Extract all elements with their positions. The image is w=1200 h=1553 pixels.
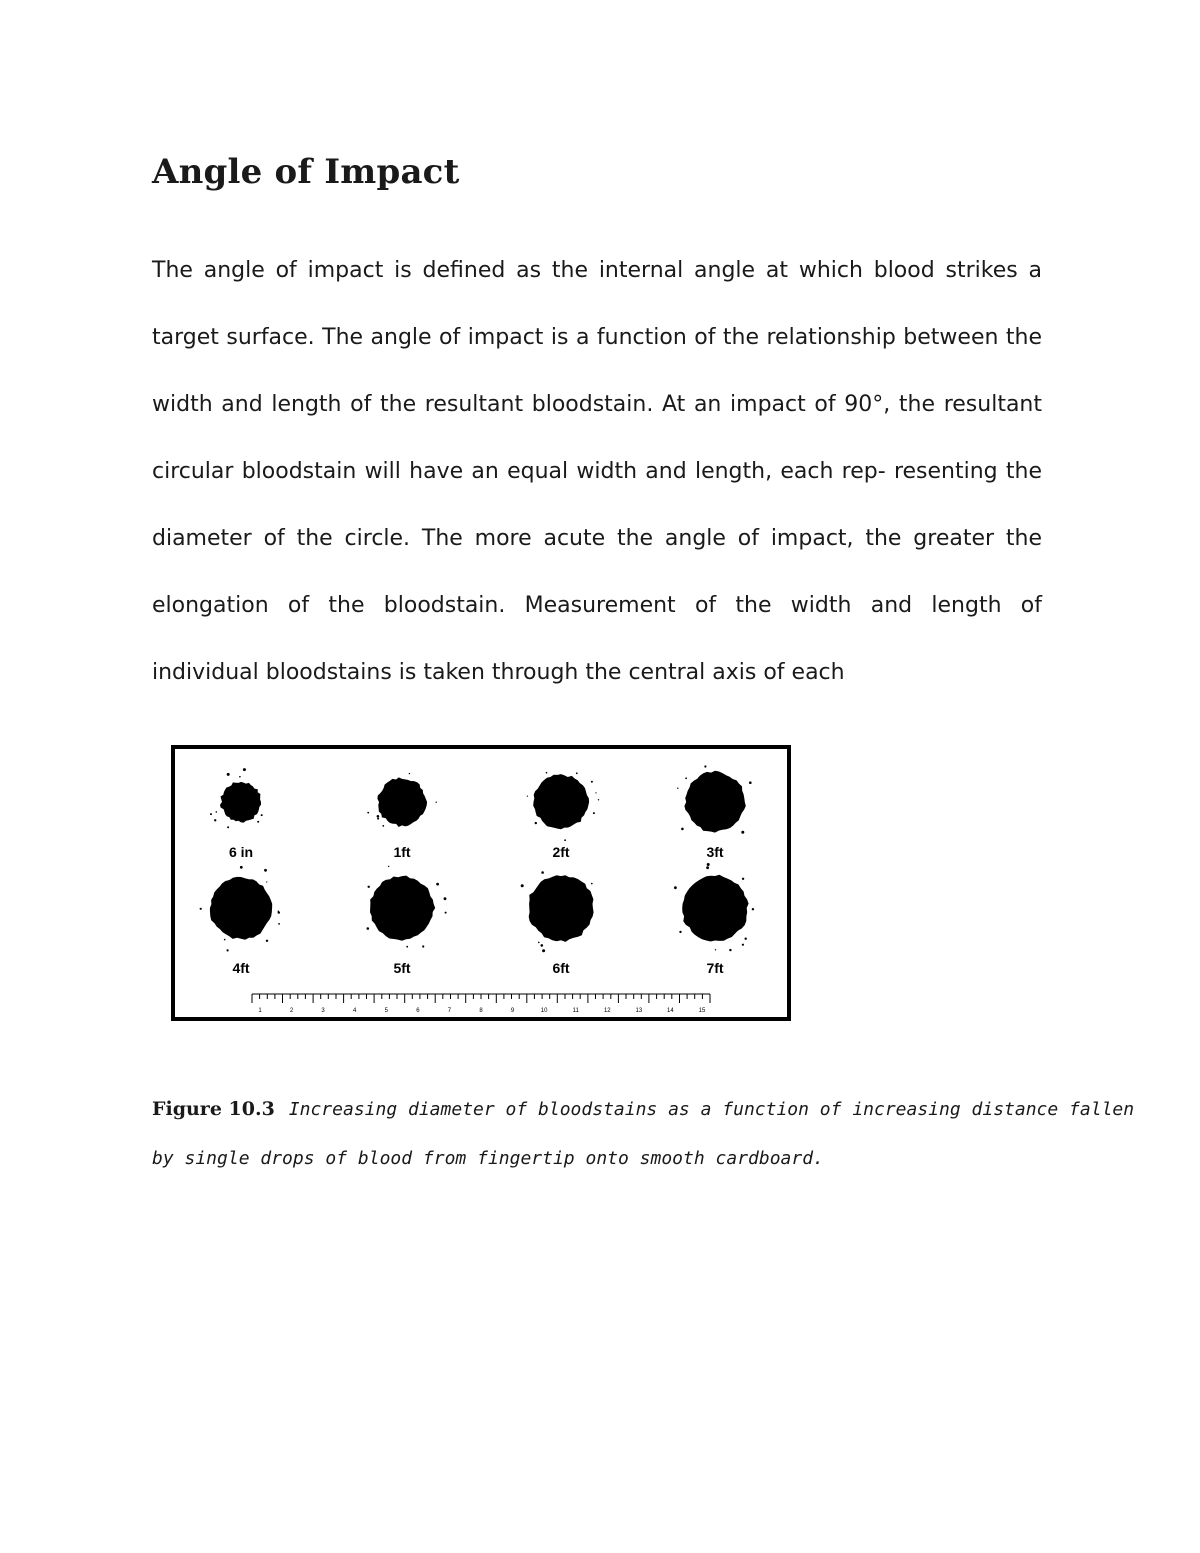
spatter-dot [227,826,229,828]
figure-caption [152,1094,1135,1194]
spatter-dot [377,815,380,818]
spatter-dot [542,949,545,952]
body-paragraph [152,250,1042,719]
caption-line-2: by single drops of blood from fingertip onto smooth cardboard. [152,1148,824,1169]
spatter-dot [227,773,230,776]
ruler-number: 5 [384,1008,388,1014]
spatter-dot [367,927,370,930]
spatter-dot [278,923,280,925]
figure-label: Figure 10.3 [152,1098,275,1120]
spatter-dot [243,768,246,771]
stain-distance-label: 2ft [552,844,570,860]
ruler-number: 14 [667,1008,674,1014]
spatter-dot [382,825,384,827]
spatter-dot [752,908,754,910]
spatter-dot [593,812,595,814]
spatter-dot [264,869,267,872]
stain-distance-label: 7ft [706,960,724,976]
spatter-dot [436,802,437,803]
bloodstain-figure [170,744,792,1022]
ruler-number: 9 [510,1008,515,1014]
spatter-dot [224,939,226,941]
spatter-dot [749,781,752,784]
stain-distance-label: 6 in [228,844,254,860]
spatter-dot [227,949,229,951]
spatter-dot [685,777,687,779]
stain-distance-label: 5ft [393,960,411,976]
spatter-dot [535,822,537,824]
spatter-dot [538,942,540,944]
paragraph-line: elongation of the bloodstain. Measurement of the width and length of [152,593,1042,618]
spatter-dot [436,883,439,886]
ruler-number: 1 [258,1008,262,1014]
spatter-dot [200,908,202,910]
ruler-number: 10 [540,1008,548,1014]
ruler-number: 11 [572,1008,579,1014]
spatter-dot [591,781,593,783]
spatter-dot [595,792,596,793]
stain-distance-label: 3ft [706,844,724,860]
stain-distance-label: 4ft [232,960,250,976]
spatter-dot [598,799,599,800]
section-heading: Angle of Impact [152,152,460,192]
stain-distance-label: 6ft [552,960,570,976]
spatter-dot [715,949,716,950]
spatter-dot [527,796,528,797]
spatter-dot [677,788,678,789]
spatter-dot [261,814,263,816]
spatter-dot [742,944,744,946]
ruler-number: 15 [698,1008,706,1014]
spatter-dot [745,938,747,940]
paragraph-line: diameter of the circle. The more acute the angle of impact, the greater the [152,526,1042,551]
paragraph-line: target surface. The angle of impact is a function of the relationship between the [152,325,1042,350]
bloodstain-figure-image [170,744,792,1022]
spatter-dot [216,811,218,813]
paragraph-line: The angle of impact is defined as the internal angle at which blood strikes a [152,258,1042,283]
spatter-dot [704,765,706,767]
caption-line-1 [152,1094,1135,1144]
ruler-number: 8 [479,1008,483,1014]
stain-distance-label: 1ft [393,844,411,860]
spatter-dot [240,866,243,869]
ruler-number: 13 [635,1008,643,1014]
spatter-dot [266,881,267,882]
spatter-dot [278,911,279,912]
ruler-number: 4 [353,1008,357,1014]
spatter-dot [591,883,593,885]
spatter-dot [445,912,447,914]
spatter-dot [409,773,410,774]
spatter-dot [257,821,259,823]
spatter-dot [707,863,710,866]
paragraph-line: width and length of the resultant bloodstain. At an impact of 90°, the resultant [152,392,1042,417]
caption-text-1: Increasing diameter of bloodstains as a function of increasing distance fallen [288,1099,1135,1120]
spatter-dot [521,884,524,887]
spatter-dot [406,946,408,948]
spatter-dot [444,897,447,900]
spatter-dot [214,819,216,821]
spatter-dot [679,931,681,933]
spatter-dot [239,776,241,778]
spatter-dot [546,772,548,774]
spatter-dot [706,866,709,869]
spatter-dot [377,818,379,820]
spatter-dot [367,812,369,814]
spatter-dot [741,831,744,834]
spatter-dot [541,944,544,947]
spatter-dot [388,866,389,867]
spatter-dot [674,886,677,889]
spatter-dot [729,949,731,951]
spatter-dot [564,839,566,841]
ruler-number: 2 [289,1008,294,1014]
ruler-number: 3 [321,1008,325,1014]
spatter-dot [576,772,578,774]
paragraph-line: circular bloodstain will have an equal width and length, each rep- resenting the [152,459,1042,484]
ruler-number: 7 [447,1008,452,1014]
spatter-dot [266,940,268,942]
spatter-dot [681,828,684,831]
spatter-dot [541,871,544,874]
spatter-dot [422,945,424,947]
spatter-dot [368,886,370,888]
ruler-number: 12 [603,1008,611,1014]
paragraph-line: individual bloodstains is taken through the central axis of each [152,660,845,685]
spatter-dot [742,878,744,880]
ruler-number: 6 [416,1008,420,1014]
spatter-dot [210,813,212,815]
